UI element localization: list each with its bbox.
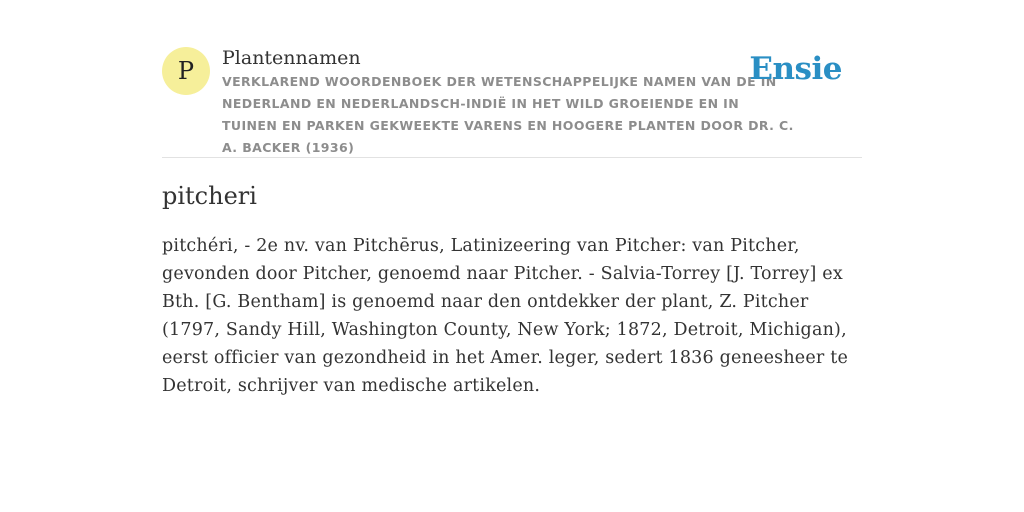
source-header: [162, 44, 862, 158]
entry-title: pitcheri: [162, 182, 257, 210]
source-subtitle: VERKLAREND WOORDENBOEK DER WETENSCHAPPELIJKE NAMEN VAN DE IN NEDERLAND EN NEDERLANDSCH-INDIË IN HET WILD GROEIENDE EN IN TUINEN EN PARKEN GEKWEEKTE VARENS EN HOOGERE PLANTEN DOOR DR. C. A. BACKER (1936): [222, 74, 794, 155]
source-avatar[interactable]: [162, 47, 210, 95]
ensie-logo-link[interactable]: Ensie: [749, 51, 842, 87]
source-title[interactable]: Plantennamen: [222, 47, 361, 69]
source-avatar-letter: P: [177, 57, 195, 85]
page-container: [162, 44, 862, 400]
entry-body: pitchéri, - 2e nv. van Pitchērus, Latinizeering van Pitcher: van Pitcher, gevonden door Pitcher, genoemd naar Pitcher. - Salvia-Torrey [J. Torrey] ex Bth. [G. Bentham] is genoemd naar den ontdekker der plant, Z. Pitcher (1797, Sandy Hill, Washington County, New York; 1872, Detroit, Michigan), eerst officier van gezondheid in het Amer. leger, sedert 1836 geneesheer te Detroit, schrijver van medische artikelen.: [162, 236, 849, 396]
